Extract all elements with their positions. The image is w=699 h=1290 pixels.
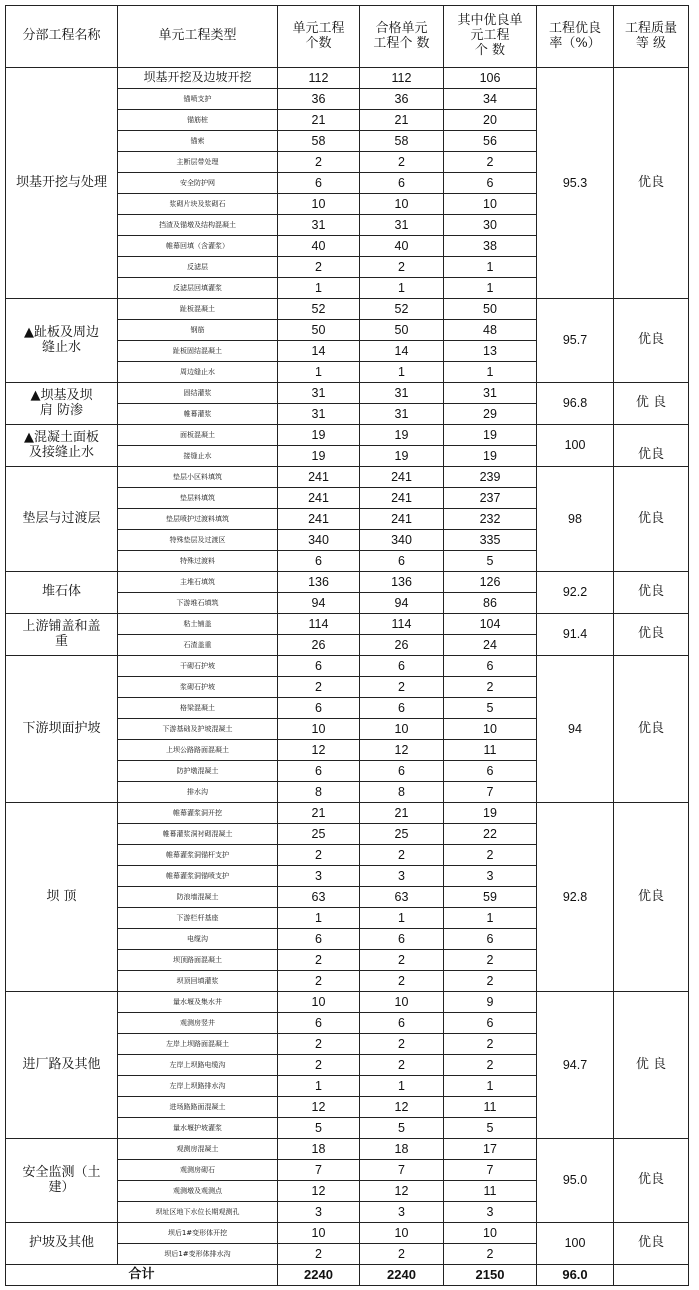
total-qualified-count: 2240 (360, 1265, 444, 1286)
unit-type-cell: 挡渣及锚墩及结构混凝土 (118, 215, 278, 236)
division-name: ▲混凝土面板 及接缝止水 (6, 425, 118, 467)
excellent-count-cell: 126 (444, 572, 537, 593)
table-row (6, 992, 689, 1013)
qualified-count-cell: 10 (360, 194, 444, 215)
unit-count-cell: 10 (278, 992, 360, 1013)
unit-type-cell: 特殊过渡料 (118, 551, 278, 572)
quality-grade-cell: 优 良 (614, 992, 689, 1139)
qualified-count-cell: 241 (360, 488, 444, 509)
excellent-count-cell: 2 (444, 845, 537, 866)
qualified-count-cell: 31 (360, 215, 444, 236)
excellent-count-cell: 6 (444, 929, 537, 950)
table-header (6, 6, 689, 68)
unit-type-cell: 反滤层 (118, 257, 278, 278)
unit-type-cell: 浆砌片块及浆砌石 (118, 194, 278, 215)
unit-type-cell: 周边缝止水 (118, 362, 278, 383)
unit-type-cell: 电缆沟 (118, 929, 278, 950)
table-row (6, 803, 689, 824)
qualified-count-cell: 2 (360, 950, 444, 971)
excellent-count-cell: 34 (444, 89, 537, 110)
excellent-rate-cell: 92.8 (537, 803, 614, 992)
qualified-count-cell: 3 (360, 1202, 444, 1223)
header-quality-grade: 工程质量 等 级 (614, 6, 689, 68)
excellent-count-cell: 30 (444, 215, 537, 236)
unit-count-cell: 14 (278, 341, 360, 362)
unit-type-cell: 垫层小区料填筑 (118, 467, 278, 488)
qualified-count-cell: 36 (360, 89, 444, 110)
excellent-count-cell: 7 (444, 782, 537, 803)
excellent-count-cell: 1 (444, 908, 537, 929)
division-name: 垫层与过渡层 (6, 467, 118, 572)
unit-count-cell: 241 (278, 467, 360, 488)
excellent-count-cell: 2 (444, 677, 537, 698)
unit-count-cell: 50 (278, 320, 360, 341)
unit-type-cell: 粘土铺盖 (118, 614, 278, 635)
unit-count-cell: 19 (278, 425, 360, 446)
unit-count-cell: 12 (278, 740, 360, 761)
unit-type-cell: 帷幕灌浆洞锚杆支护 (118, 845, 278, 866)
unit-count-cell: 6 (278, 1013, 360, 1034)
unit-count-cell: 2 (278, 950, 360, 971)
unit-type-cell: 观测房混凝土 (118, 1139, 278, 1160)
unit-type-cell: 坝后1#变形体排水沟 (118, 1244, 278, 1265)
qualified-count-cell: 25 (360, 824, 444, 845)
division-name: 下游坝面护坡 (6, 656, 118, 803)
excellent-count-cell: 20 (444, 110, 537, 131)
excellent-rate-cell: 95.3 (537, 68, 614, 299)
unit-type-cell: 反滤层回填灌浆 (118, 278, 278, 299)
unit-type-cell: 趾板混凝土 (118, 299, 278, 320)
quality-grade-cell: 优良 (614, 656, 689, 803)
excellent-count-cell: 3 (444, 866, 537, 887)
unit-type-cell: 防护墩混凝土 (118, 761, 278, 782)
quality-grade-cell: 优良 (614, 614, 689, 656)
unit-count-cell: 21 (278, 110, 360, 131)
qualified-count-cell: 63 (360, 887, 444, 908)
excellent-count-cell: 11 (444, 1181, 537, 1202)
excellent-count-cell: 50 (444, 299, 537, 320)
unit-count-cell: 2 (278, 845, 360, 866)
qualified-count-cell: 2 (360, 152, 444, 173)
unit-type-cell: 左岸上坝路排水沟 (118, 1076, 278, 1097)
qualified-count-cell: 50 (360, 320, 444, 341)
header-unit-count: 单元工程 个数 (278, 6, 360, 68)
excellent-count-cell: 6 (444, 1013, 537, 1034)
unit-count-cell: 10 (278, 719, 360, 740)
quality-grade-cell: 优良 (614, 467, 689, 572)
excellent-count-cell: 13 (444, 341, 537, 362)
qualified-count-cell: 5 (360, 1118, 444, 1139)
excellent-rate-cell: 95.0 (537, 1139, 614, 1223)
unit-type-cell: 量水堰护坡灌浆 (118, 1118, 278, 1139)
qualified-count-cell: 6 (360, 551, 444, 572)
table-row (6, 425, 689, 446)
unit-count-cell: 25 (278, 824, 360, 845)
unit-count-cell: 7 (278, 1160, 360, 1181)
excellent-count-cell: 5 (444, 698, 537, 719)
excellent-count-cell: 7 (444, 1160, 537, 1181)
unit-count-cell: 2 (278, 1244, 360, 1265)
excellent-count-cell: 6 (444, 173, 537, 194)
quality-grade-cell: 优良 (614, 425, 689, 467)
qualified-count-cell: 6 (360, 173, 444, 194)
division-name: ▲趾板及周边 缝止水 (6, 299, 118, 383)
excellent-count-cell: 237 (444, 488, 537, 509)
qualified-count-cell: 6 (360, 1013, 444, 1034)
qualified-count-cell: 12 (360, 1097, 444, 1118)
excellent-count-cell: 232 (444, 509, 537, 530)
header-excellent-rate: 工程优良 率（%） (537, 6, 614, 68)
qualified-count-cell: 2 (360, 257, 444, 278)
excellent-count-cell: 2 (444, 950, 537, 971)
excellent-count-cell: 31 (444, 383, 537, 404)
unit-type-cell: 浆砌石护坡 (118, 677, 278, 698)
quality-grade-cell: 优良 (614, 68, 689, 299)
qualified-count-cell: 40 (360, 236, 444, 257)
qualified-count-cell: 19 (360, 425, 444, 446)
unit-type-cell: 左岸上坝路电缆沟 (118, 1055, 278, 1076)
qualified-count-cell: 52 (360, 299, 444, 320)
table-row (6, 572, 689, 593)
table-container (5, 5, 689, 1286)
unit-count-cell: 10 (278, 1223, 360, 1244)
unit-type-cell: 坝顶路面混凝土 (118, 950, 278, 971)
unit-type-cell: 帷幕灌浆洞衬砌混凝土 (118, 824, 278, 845)
excellent-count-cell: 1 (444, 1076, 537, 1097)
unit-type-cell: 垫层喷护过渡料填筑 (118, 509, 278, 530)
qualified-count-cell: 10 (360, 719, 444, 740)
header-division: 分部工程名称 (6, 6, 118, 68)
qualified-count-cell: 2 (360, 845, 444, 866)
qualified-count-cell: 2 (360, 1034, 444, 1055)
table-row (6, 467, 689, 488)
unit-type-cell: 锚喷支护 (118, 89, 278, 110)
qualified-count-cell: 12 (360, 740, 444, 761)
excellent-rate-cell: 95.7 (537, 299, 614, 383)
excellent-count-cell: 2 (444, 971, 537, 992)
unit-count-cell: 8 (278, 782, 360, 803)
unit-type-cell: 排水沟 (118, 782, 278, 803)
excellent-count-cell: 10 (444, 719, 537, 740)
qualified-count-cell: 10 (360, 992, 444, 1013)
unit-count-cell: 2 (278, 971, 360, 992)
unit-type-cell: 下游基础及护坡混凝土 (118, 719, 278, 740)
excellent-rate-cell: 94.7 (537, 992, 614, 1139)
unit-type-cell: 主堆石填筑 (118, 572, 278, 593)
unit-count-cell: 2 (278, 1034, 360, 1055)
unit-type-cell: 接缝止水 (118, 446, 278, 467)
excellent-count-cell: 59 (444, 887, 537, 908)
unit-count-cell: 18 (278, 1139, 360, 1160)
unit-type-cell: 观测房砌石 (118, 1160, 278, 1181)
unit-type-cell: 主断层带处理 (118, 152, 278, 173)
unit-count-cell: 12 (278, 1097, 360, 1118)
unit-count-cell: 2 (278, 257, 360, 278)
unit-count-cell: 31 (278, 383, 360, 404)
unit-type-cell: 格梁混凝土 (118, 698, 278, 719)
unit-count-cell: 58 (278, 131, 360, 152)
qualified-count-cell: 12 (360, 1181, 444, 1202)
unit-count-cell: 2 (278, 677, 360, 698)
qualified-count-cell: 6 (360, 656, 444, 677)
unit-count-cell: 19 (278, 446, 360, 467)
qualified-count-cell: 6 (360, 929, 444, 950)
unit-type-cell: 安全防护网 (118, 173, 278, 194)
unit-type-cell: 下游栏杆基座 (118, 908, 278, 929)
excellent-count-cell: 19 (444, 425, 537, 446)
unit-count-cell: 36 (278, 89, 360, 110)
table-row (6, 656, 689, 677)
unit-count-cell: 10 (278, 194, 360, 215)
qualified-count-cell: 1 (360, 362, 444, 383)
quality-assessment-table (5, 5, 689, 1286)
qualified-count-cell: 3 (360, 866, 444, 887)
unit-type-cell: 石渣盖重 (118, 635, 278, 656)
excellent-count-cell: 9 (444, 992, 537, 1013)
table-row (6, 1223, 689, 1244)
qualified-count-cell: 21 (360, 110, 444, 131)
qualified-count-cell: 58 (360, 131, 444, 152)
unit-count-cell: 3 (278, 866, 360, 887)
unit-count-cell: 1 (278, 908, 360, 929)
excellent-count-cell: 106 (444, 68, 537, 89)
unit-count-cell: 136 (278, 572, 360, 593)
excellent-count-cell: 2 (444, 152, 537, 173)
excellent-count-cell: 48 (444, 320, 537, 341)
qualified-count-cell: 6 (360, 761, 444, 782)
unit-count-cell: 6 (278, 551, 360, 572)
qualified-count-cell: 1 (360, 278, 444, 299)
unit-count-cell: 52 (278, 299, 360, 320)
excellent-rate-cell: 96.8 (537, 383, 614, 425)
division-name: 上游铺盖和盖 重 (6, 614, 118, 656)
unit-count-cell: 12 (278, 1181, 360, 1202)
qualified-count-cell: 241 (360, 509, 444, 530)
excellent-count-cell: 6 (444, 656, 537, 677)
unit-type-cell: 坝址区地下水位长期观测孔 (118, 1202, 278, 1223)
unit-count-cell: 241 (278, 509, 360, 530)
unit-count-cell: 6 (278, 173, 360, 194)
unit-type-cell: 帷幕回填（含灌浆） (118, 236, 278, 257)
total-excellent-count: 2150 (444, 1265, 537, 1286)
unit-count-cell: 241 (278, 488, 360, 509)
qualified-count-cell: 112 (360, 68, 444, 89)
unit-type-cell: 坝顶回填灌浆 (118, 971, 278, 992)
excellent-count-cell: 22 (444, 824, 537, 845)
unit-type-cell: 防浪墙混凝土 (118, 887, 278, 908)
excellent-count-cell: 5 (444, 1118, 537, 1139)
unit-type-cell: 帷幕灌浆洞开挖 (118, 803, 278, 824)
total-unit-count: 2240 (278, 1265, 360, 1286)
excellent-rate-cell: 94 (537, 656, 614, 803)
excellent-count-cell: 24 (444, 635, 537, 656)
unit-count-cell: 2 (278, 1055, 360, 1076)
unit-type-cell: 趾板固结混凝土 (118, 341, 278, 362)
unit-count-cell: 3 (278, 1202, 360, 1223)
total-label: 合计 (6, 1265, 278, 1286)
unit-type-cell: 干砌石护坡 (118, 656, 278, 677)
excellent-count-cell: 10 (444, 194, 537, 215)
excellent-count-cell: 19 (444, 803, 537, 824)
excellent-rate-cell: 98 (537, 467, 614, 572)
division-name: 堆石体 (6, 572, 118, 614)
unit-type-cell: 坝后1#变形体开挖 (118, 1223, 278, 1244)
excellent-count-cell: 1 (444, 257, 537, 278)
unit-count-cell: 1 (278, 362, 360, 383)
excellent-rate-cell: 100 (537, 425, 614, 467)
division-name: 护坡及其他 (6, 1223, 118, 1265)
unit-count-cell: 6 (278, 698, 360, 719)
qualified-count-cell: 114 (360, 614, 444, 635)
excellent-count-cell: 38 (444, 236, 537, 257)
unit-type-cell: 钢筋 (118, 320, 278, 341)
excellent-count-cell: 6 (444, 761, 537, 782)
quality-grade-cell: 优良 (614, 1139, 689, 1223)
unit-type-cell: 锚筋桩 (118, 110, 278, 131)
qualified-count-cell: 2 (360, 971, 444, 992)
qualified-count-cell: 18 (360, 1139, 444, 1160)
unit-count-cell: 31 (278, 404, 360, 425)
qualified-count-cell: 2 (360, 1244, 444, 1265)
excellent-count-cell: 3 (444, 1202, 537, 1223)
unit-count-cell: 63 (278, 887, 360, 908)
division-name: ▲坝基及坝 肩 防渗 (6, 383, 118, 425)
table-row (6, 299, 689, 320)
unit-type-cell: 帷幕灌浆 (118, 404, 278, 425)
unit-type-cell: 固结灌浆 (118, 383, 278, 404)
total-excellent-rate: 96.0 (537, 1265, 614, 1286)
excellent-count-cell: 2 (444, 1244, 537, 1265)
header-excellent-count: 其中优良单 元工程 个 数 (444, 6, 537, 68)
table-row (6, 68, 689, 89)
division-name: 安全监测（土 建） (6, 1139, 118, 1223)
unit-type-cell: 面板混凝土 (118, 425, 278, 446)
qualified-count-cell: 8 (360, 782, 444, 803)
quality-grade-cell: 优良 (614, 572, 689, 614)
qualified-count-cell: 2 (360, 677, 444, 698)
excellent-count-cell: 2 (444, 1055, 537, 1076)
excellent-count-cell: 11 (444, 740, 537, 761)
qualified-count-cell: 31 (360, 383, 444, 404)
qualified-count-cell: 340 (360, 530, 444, 551)
unit-type-cell: 观测墩及观测点 (118, 1181, 278, 1202)
qualified-count-cell: 7 (360, 1160, 444, 1181)
qualified-count-cell: 19 (360, 446, 444, 467)
quality-grade-cell: 优良 (614, 803, 689, 992)
qualified-count-cell: 241 (360, 467, 444, 488)
excellent-count-cell: 11 (444, 1097, 537, 1118)
quality-grade-cell: 优良 (614, 299, 689, 383)
qualified-count-cell: 2 (360, 1055, 444, 1076)
quality-grade-cell: 优良 (614, 1223, 689, 1265)
excellent-count-cell: 56 (444, 131, 537, 152)
excellent-count-cell: 17 (444, 1139, 537, 1160)
quality-grade-cell: 优 良 (614, 383, 689, 425)
unit-type-cell: 进场路路面混凝土 (118, 1097, 278, 1118)
table-row (6, 383, 689, 404)
unit-count-cell: 112 (278, 68, 360, 89)
unit-count-cell: 340 (278, 530, 360, 551)
qualified-count-cell: 10 (360, 1223, 444, 1244)
excellent-count-cell: 104 (444, 614, 537, 635)
unit-count-cell: 26 (278, 635, 360, 656)
unit-count-cell: 31 (278, 215, 360, 236)
qualified-count-cell: 31 (360, 404, 444, 425)
excellent-rate-cell: 92.2 (537, 572, 614, 614)
unit-type-cell: 观测房竖井 (118, 1013, 278, 1034)
unit-count-cell: 6 (278, 761, 360, 782)
excellent-count-cell: 1 (444, 362, 537, 383)
unit-type-cell: 左岸上坝路面混凝土 (118, 1034, 278, 1055)
unit-type-cell: 垫层料填筑 (118, 488, 278, 509)
division-name: 进厂路及其他 (6, 992, 118, 1139)
excellent-count-cell: 19 (444, 446, 537, 467)
unit-count-cell: 6 (278, 656, 360, 677)
qualified-count-cell: 136 (360, 572, 444, 593)
division-name: 坝基开挖与处理 (6, 68, 118, 299)
qualified-count-cell: 94 (360, 593, 444, 614)
total-row (6, 1265, 689, 1286)
unit-type-cell: 特殊垫层及过渡区 (118, 530, 278, 551)
qualified-count-cell: 21 (360, 803, 444, 824)
excellent-count-cell: 1 (444, 278, 537, 299)
unit-count-cell: 40 (278, 236, 360, 257)
unit-count-cell: 2 (278, 152, 360, 173)
qualified-count-cell: 26 (360, 635, 444, 656)
excellent-count-cell: 239 (444, 467, 537, 488)
qualified-count-cell: 1 (360, 908, 444, 929)
table-body (6, 68, 689, 1265)
unit-count-cell: 5 (278, 1118, 360, 1139)
excellent-count-cell: 5 (444, 551, 537, 572)
qualified-count-cell: 6 (360, 698, 444, 719)
unit-count-cell: 1 (278, 1076, 360, 1097)
excellent-count-cell: 10 (444, 1223, 537, 1244)
unit-type-cell: 坝基开挖及边坡开挖 (118, 68, 278, 89)
unit-count-cell: 1 (278, 278, 360, 299)
excellent-count-cell: 86 (444, 593, 537, 614)
unit-count-cell: 94 (278, 593, 360, 614)
total-grade (614, 1265, 689, 1286)
unit-type-cell: 上坝公路路面混凝土 (118, 740, 278, 761)
excellent-count-cell: 335 (444, 530, 537, 551)
header-qualified-count: 合格单元 工程个 数 (360, 6, 444, 68)
unit-type-cell: 量水堰及集水井 (118, 992, 278, 1013)
qualified-count-cell: 1 (360, 1076, 444, 1097)
unit-type-cell: 帷幕灌浆洞锚喷支护 (118, 866, 278, 887)
qualified-count-cell: 14 (360, 341, 444, 362)
table-row (6, 1139, 689, 1160)
table-row (6, 614, 689, 635)
excellent-rate-cell: 100 (537, 1223, 614, 1265)
unit-type-cell: 下游堆石填筑 (118, 593, 278, 614)
division-name: 坝 顶 (6, 803, 118, 992)
unit-count-cell: 21 (278, 803, 360, 824)
excellent-rate-cell: 91.4 (537, 614, 614, 656)
unit-type-cell: 锚索 (118, 131, 278, 152)
unit-count-cell: 114 (278, 614, 360, 635)
excellent-count-cell: 2 (444, 1034, 537, 1055)
unit-count-cell: 6 (278, 929, 360, 950)
header-unit-type: 单元工程类型 (118, 6, 278, 68)
excellent-count-cell: 29 (444, 404, 537, 425)
